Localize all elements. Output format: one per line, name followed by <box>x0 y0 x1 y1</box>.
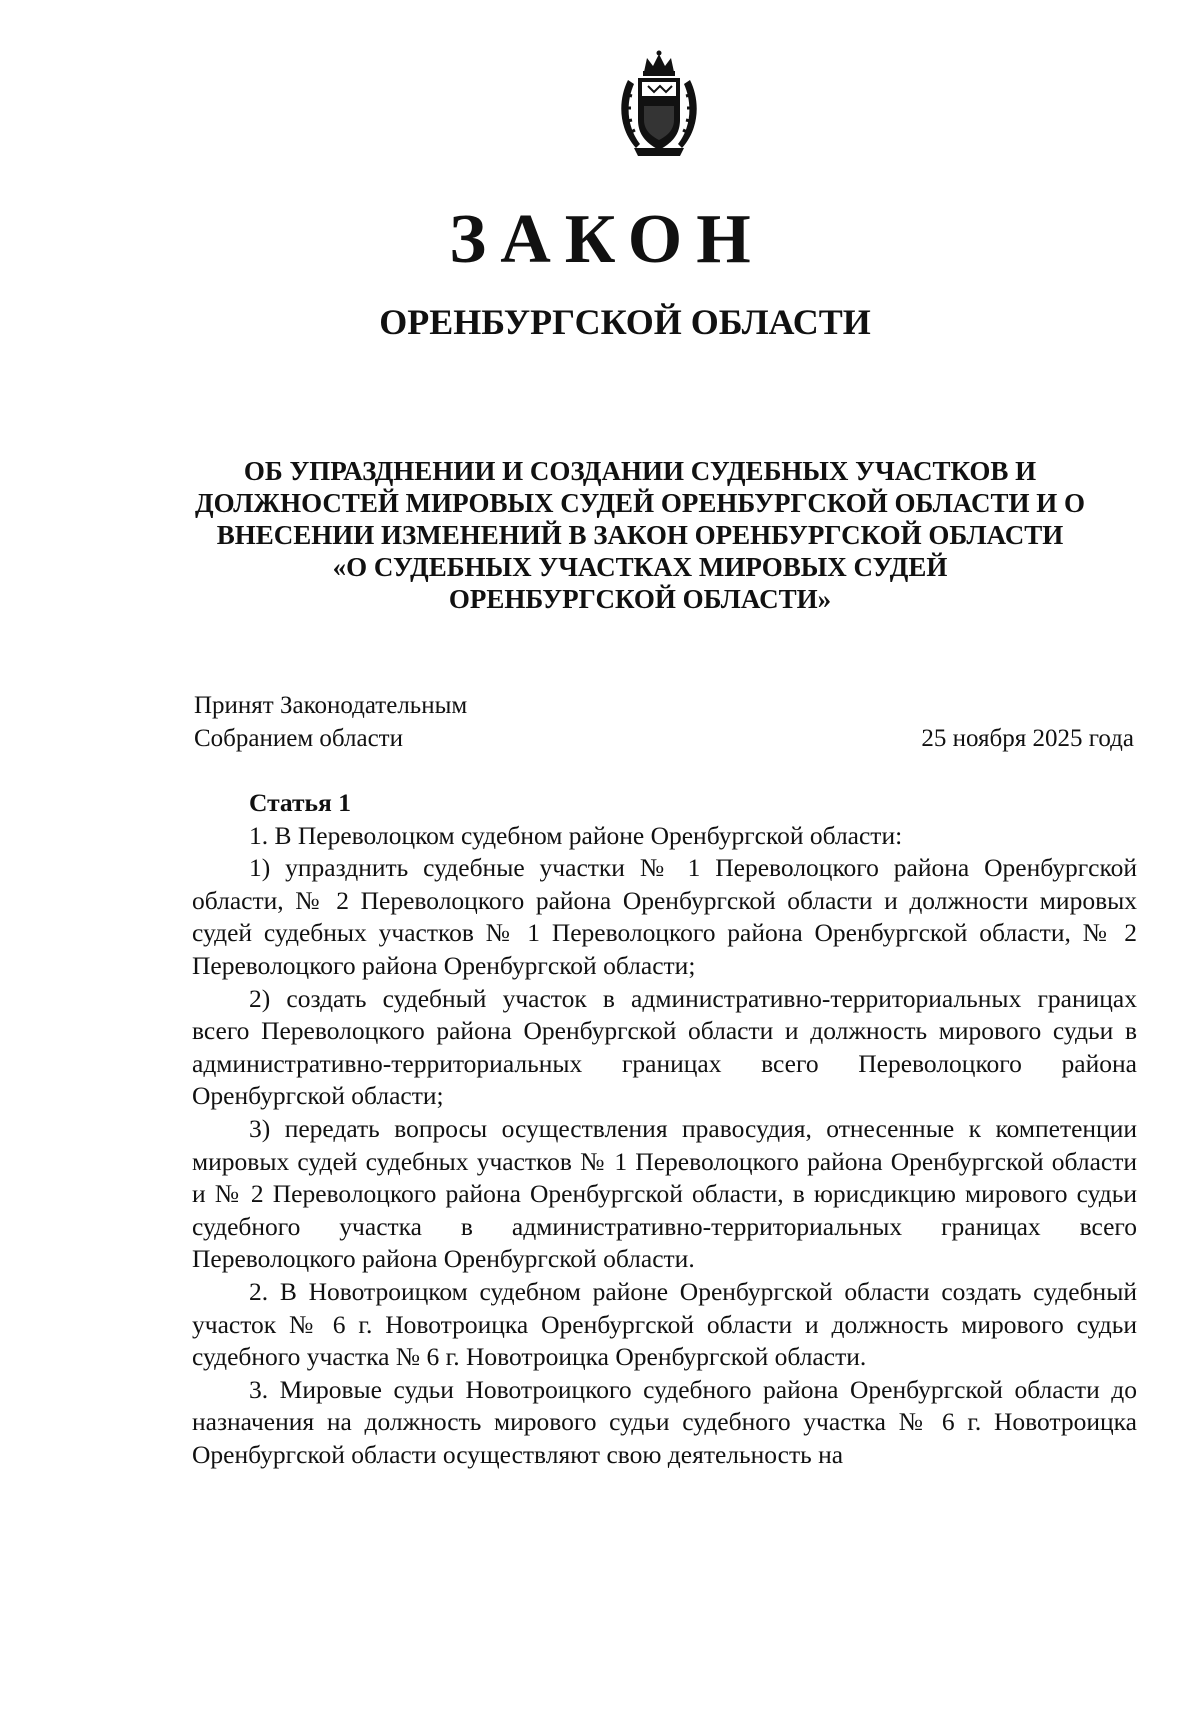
law-subject-heading <box>170 455 1110 615</box>
article-paragraph: 2) создать судебный участок в административно-территориальных границах всего Переволоцкого района Оренбургской области и должность мирового судьи в административно-территориальных границах всего Переволоцкого района Оренбургской области; <box>192 983 1137 1111</box>
article-paragraph: 3) передать вопросы осуществления правосудия, отнесенные к компетенции мировых судей судебных участков № 1 Переволоцкого района Оренбургской области и № 2 Переволоцкого района Оренбургской области, в юрисдикцию мирового судьи судебного участка в административно-территориальных границах всего Переволоцкого района Оренбургской области. <box>192 1113 1137 1274</box>
subject-line: ОБ УПРАЗДНЕНИИ И СОЗДАНИИ СУДЕБНЫХ УЧАСТКОВ И <box>243 456 1037 486</box>
article-paragraph: 2. В Новотроицком судебном районе Оренбургской области создать судебный участок № 6 г. Новотроицка Оренбургской области и должность мирового судьи судебного участка № 6 г. Новотроицка Оренбургской области. <box>192 1276 1137 1372</box>
article-paragraph: 1) упразднить судебные участки № 1 Переволоцкого района Оренбургской области, № 2 Переволоцкого района Оренбургской области и должности мировых судей судебных участков № 1 Переволоцкого района Оренбургской области, № 2 Переволоцкого района Оренбургской области; <box>192 853 1137 980</box>
adoption-line-1: Принят Законодательным <box>194 692 468 719</box>
adoption-line-2: Собранием области <box>194 725 403 752</box>
subject-line: «О СУДЕБНЫХ УЧАСТКАХ МИРОВЫХ СУДЕЙ <box>332 552 948 582</box>
law-title: ЗАКОН <box>449 201 765 278</box>
adoption-date: 25 ноября 2025 года <box>921 725 1134 752</box>
adoption-block <box>194 689 1134 755</box>
article-paragraph: 1. В Переволоцком судебном районе Оренбургской области: <box>249 820 903 850</box>
region-title: ОРЕНБУРГСКОЙ ОБЛАСТИ <box>379 302 871 342</box>
article-body <box>192 787 1137 1471</box>
subject-line: ВНЕСЕНИИ ИЗМЕНЕНИЙ В ЗАКОН ОРЕНБУРГСКОЙ ОБЛАСТИ <box>216 520 1064 550</box>
article-heading: Статья 1 <box>249 788 351 817</box>
subject-line: ОРЕНБУРГСКОЙ ОБЛАСТИ» <box>448 584 832 614</box>
coat-of-arms-icon <box>614 50 704 158</box>
subject-line: ДОЛЖНОСТЕЙ МИРОВЫХ СУДЕЙ ОРЕНБУРГСКОЙ ОБЛАСТИ И О <box>195 488 1085 518</box>
article-paragraph: 3. Мировые судьи Новотроицкого судебного района Оренбургской области до назначения на должность мирового судьи судебного участка № 6 г. Новотроицка Оренбургской области осуществляют свою деятельность на <box>192 1374 1137 1469</box>
